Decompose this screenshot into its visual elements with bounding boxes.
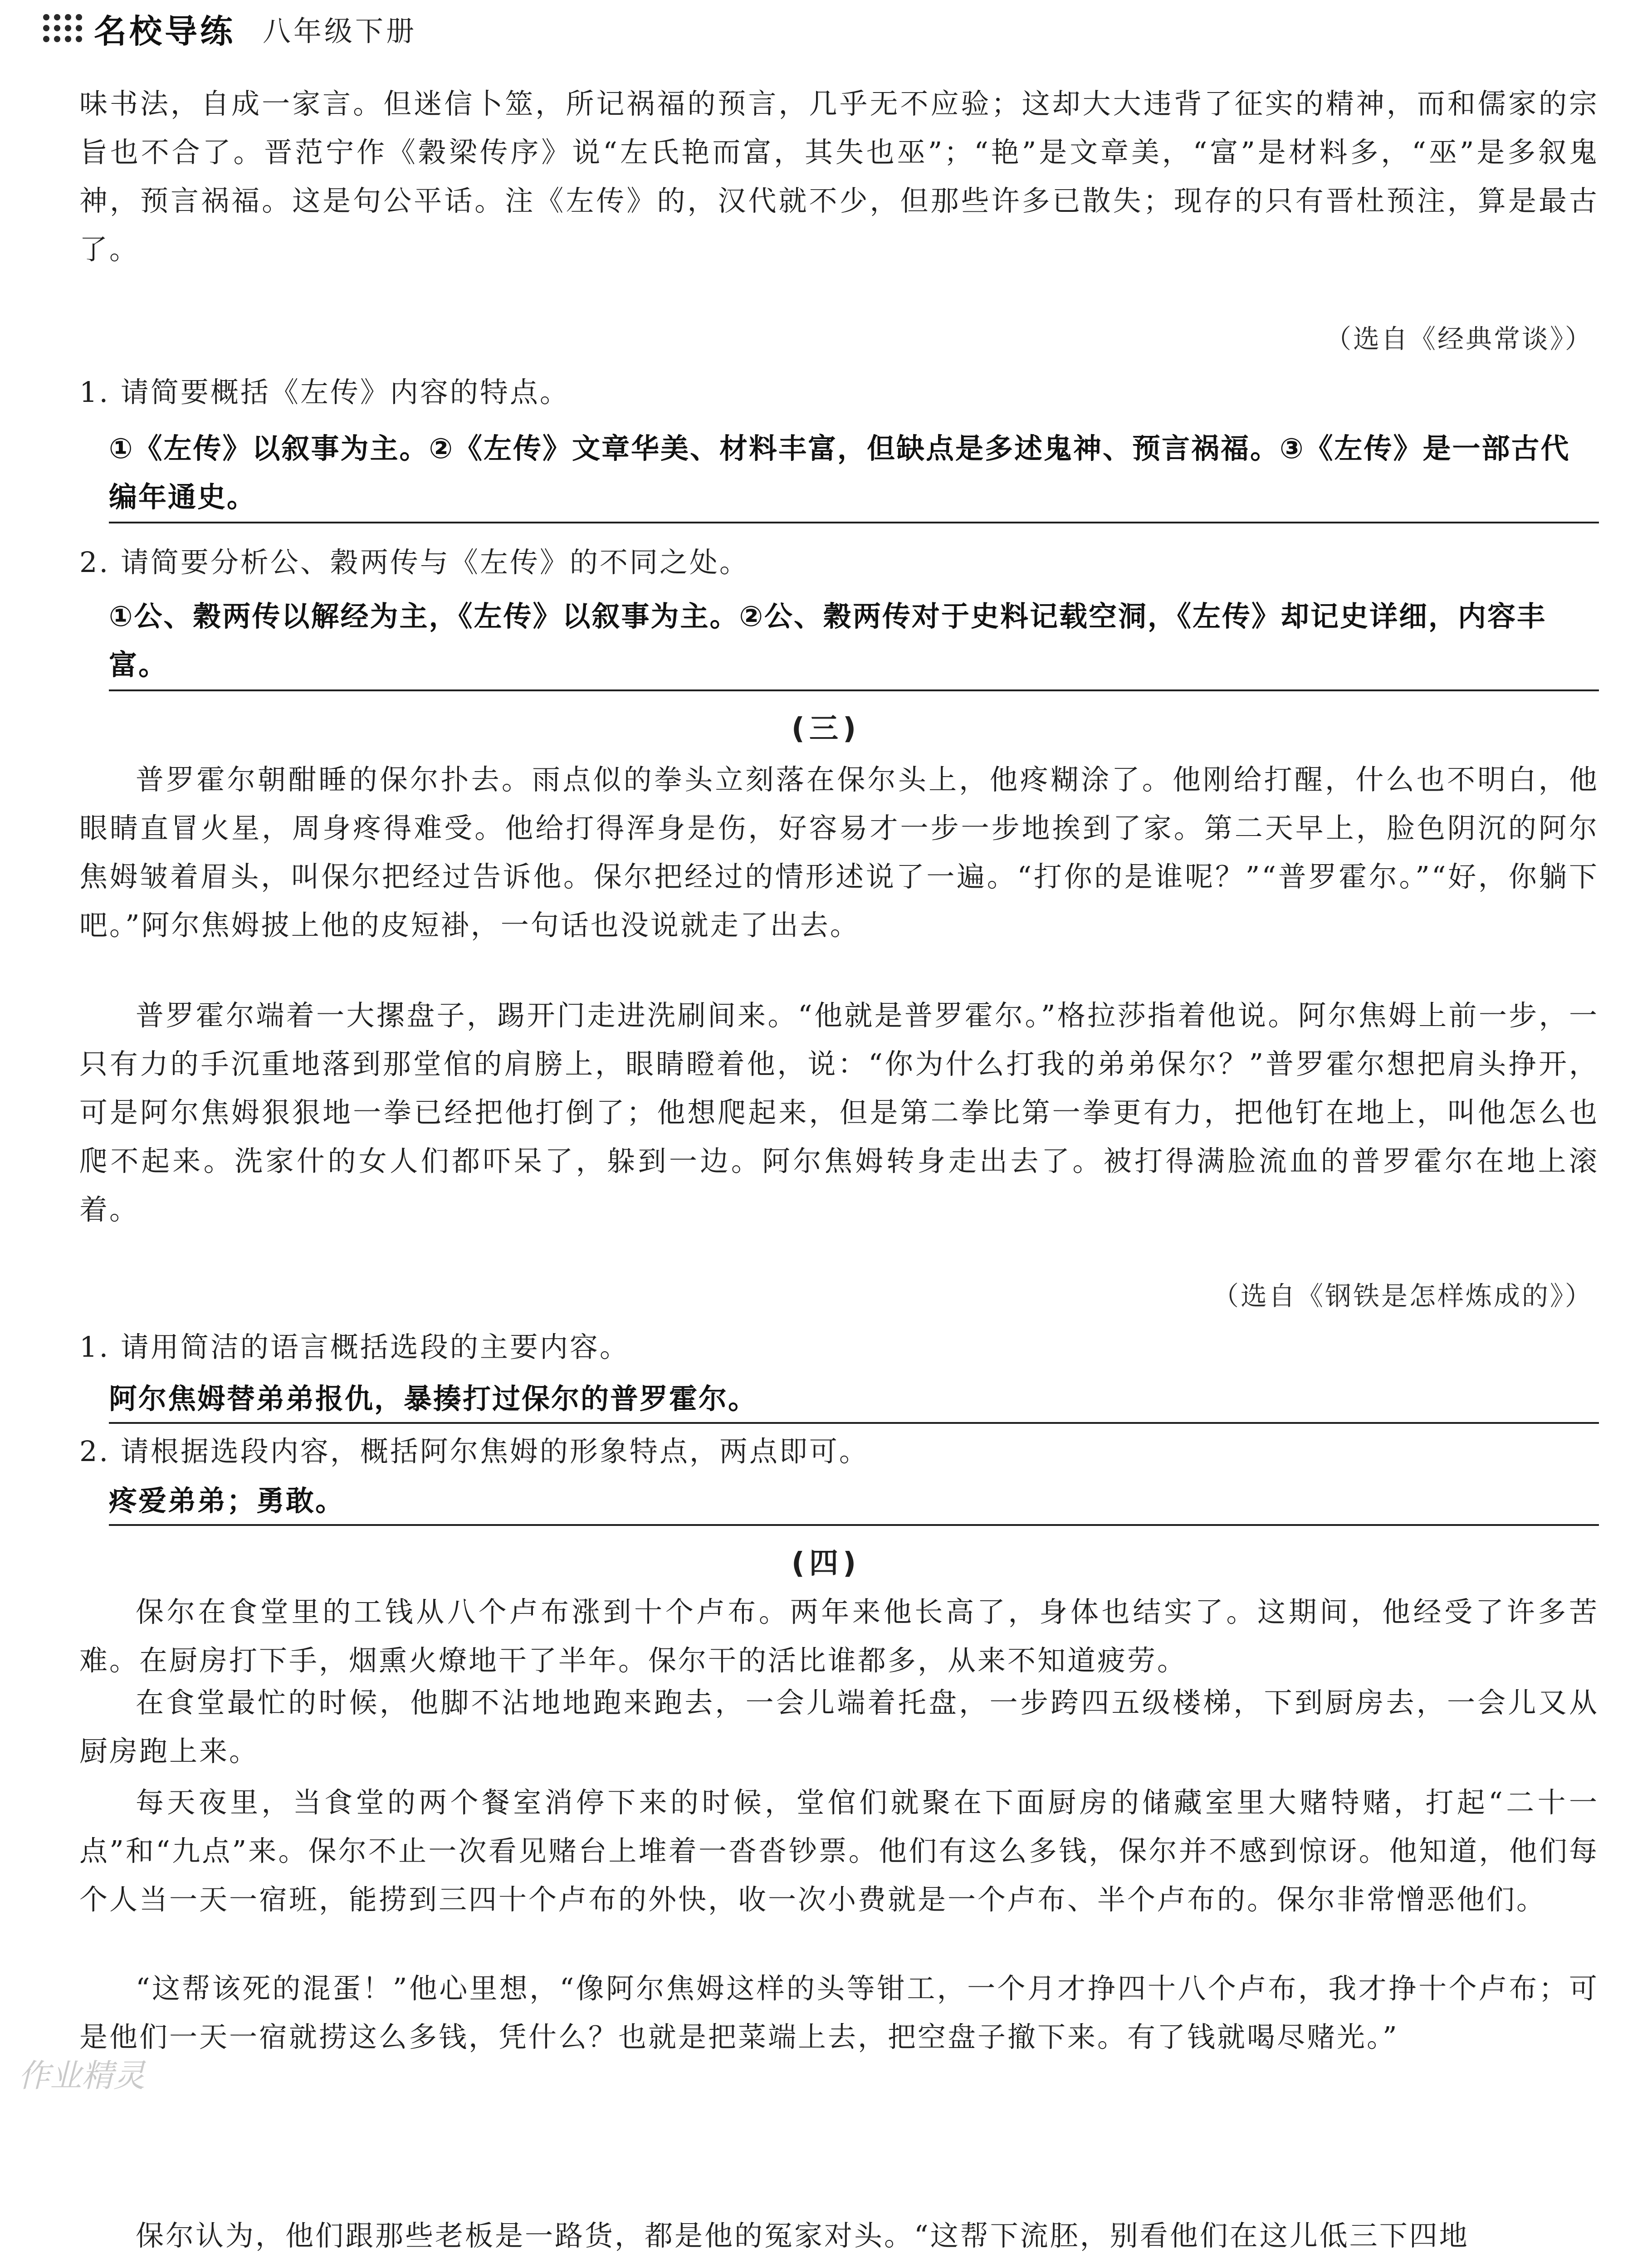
dots-logo-icon [43, 14, 83, 43]
answer-underline [109, 522, 1599, 523]
section-title: (三) [791, 712, 861, 746]
page-header [43, 8, 417, 49]
answer-2: ①公、穀两传以解经为主，《左传》以叙事为主。②公、穀两传对于史料记载空洞，《左传》却记史详细，内容丰富。 [109, 600, 1546, 681]
passage-paragraph: 每天夜里，当食堂的两个餐室消停下来的时候，堂倌们就聚在下面厨房的储藏室里大赌特赌，打起“二十一点”和“九点”来。保尔不止一次看见赌台上堆着一沓沓钞票。他们有这么多钱，保尔并不感到惊讶。他知道，他们每个人当一天一宿班，能捞到三四十个卢布的外快，收一次小费就是一个卢布、半个卢布的。保尔非常憎恶他们。 [79, 1786, 1599, 1916]
answer-underline [109, 1422, 1599, 1424]
question-1: 1. 请简要概括《左传》内容的特点。 [79, 376, 570, 409]
question-1: 1. 请用简洁的语言概括选段的主要内容。 [79, 1330, 630, 1364]
answer-1: ①《左传》以叙事为主。②《左传》文章华美、材料丰富，但缺点是多述鬼神、预言祸福。③《左传》是一部古代编年通史。 [109, 432, 1570, 513]
passage-paragraph: 保尔认为，他们跟那些老板是一路货，都是他的冤家对头。“这帮下流胚，别看他们在这儿低三下四地 [136, 2219, 1469, 2252]
passage-source: （选自《钢铁是怎样炼成的》） [1212, 1281, 1593, 1311]
passage-source: （选自《经典常谈》） [1325, 323, 1593, 354]
answer-underline [109, 689, 1599, 691]
passage-paragraph: 普罗霍尔朝酣睡的保尔扑去。雨点似的拳头立刻落在保尔头上，他疼糊涂了。他刚给打醒，什么也不明白，他眼睛直冒火星，周身疼得难受。他给打得浑身是伤，好容易才一步一步地挨到了家。第二天早上，脸色阴沉的阿尔焦姆皱着眉头，叫保尔把经过告诉他。保尔把经过的情形述说了一遍。“打你的是谁呢？”“普罗霍尔。”“好，你躺下吧。”阿尔焦姆披上他的皮短褂，一句话也没说就走了出去。 [79, 763, 1599, 942]
passage-paragraph: 味书法，自成一家言。但迷信卜筮，所记祸福的预言，几乎无不应验；这却大大违背了征实的精神，而和儒家的宗旨也不合了。晋范宁作《穀梁传序》说“左氏艳而富，其失也巫”；“艳”是文章美，“富”是材料多，“巫”是多叙鬼神，预言祸福。这是句公平话。注《左传》的，汉代就不少，但那些许多已散失；现存的只有晋杜预注，算是最古了。 [79, 87, 1599, 266]
answer-1: 阿尔焦姆替弟弟报仇，暴揍打过保尔的普罗霍尔。 [109, 1382, 758, 1415]
answer-underline [109, 1524, 1599, 1526]
question-2: 2. 请简要分析公、穀两传与《左传》的不同之处。 [79, 546, 749, 579]
passage-paragraph: 在食堂最忙的时候，他脚不沾地地跑来跑去，一会儿端着托盘，一步跨四五级楼梯，下到厨房去，一会儿又从厨房跑上来。 [79, 1686, 1599, 1768]
series-title: 名校导练 [94, 12, 236, 50]
passage-paragraph: 普罗霍尔端着一大摞盘子，踢开门走进洗刷间来。“他就是普罗霍尔。”格拉莎指着他说。阿尔焦姆上前一步，一只有力的手沉重地落到那堂倌的肩膀上，眼睛瞪着他，说：“你为什么打我的弟弟保尔？”普罗霍尔想把肩头挣开，可是阿尔焦姆狠狠地一拳已经把他打倒了；他想爬起来，但是第二拳比第一拳更有力，把他钉在地上，叫他怎么也爬不起来。洗家什的女人们都吓呆了，躲到一边。阿尔焦姆转身走出去了。被打得满脸流血的普罗霍尔在地上滚着。 [79, 999, 1599, 1226]
passage-paragraph: “这帮该死的混蛋！”他心里想，“像阿尔焦姆这样的头等钳工，一个月才挣四十八个卢布，我才挣十个卢布；可是他们一天一宿就捞这么多钱，凭什么？也就是把菜端上去，把空盘子撤下来。有了钱就喝尽赌光。” [79, 1972, 1599, 2053]
watermark: 作业精灵 [18, 2057, 145, 2094]
answer-2: 疼爱弟弟；勇敢。 [109, 1484, 345, 1517]
question-2: 2. 请根据选段内容，概括阿尔焦姆的形象特点，两点即可。 [79, 1435, 869, 1468]
passage-paragraph: 保尔在食堂里的工钱从八个卢布涨到十个卢布。两年来他长高了，身体也结实了。这期间，他经受了许多苦难。在厨房打下手，烟熏火燎地干了半年。保尔干的活比谁都多，从来不知道疲劳。 [79, 1595, 1599, 1677]
grade-label: 八年级下册 [263, 14, 417, 48]
section-title: (四) [791, 1547, 861, 1580]
